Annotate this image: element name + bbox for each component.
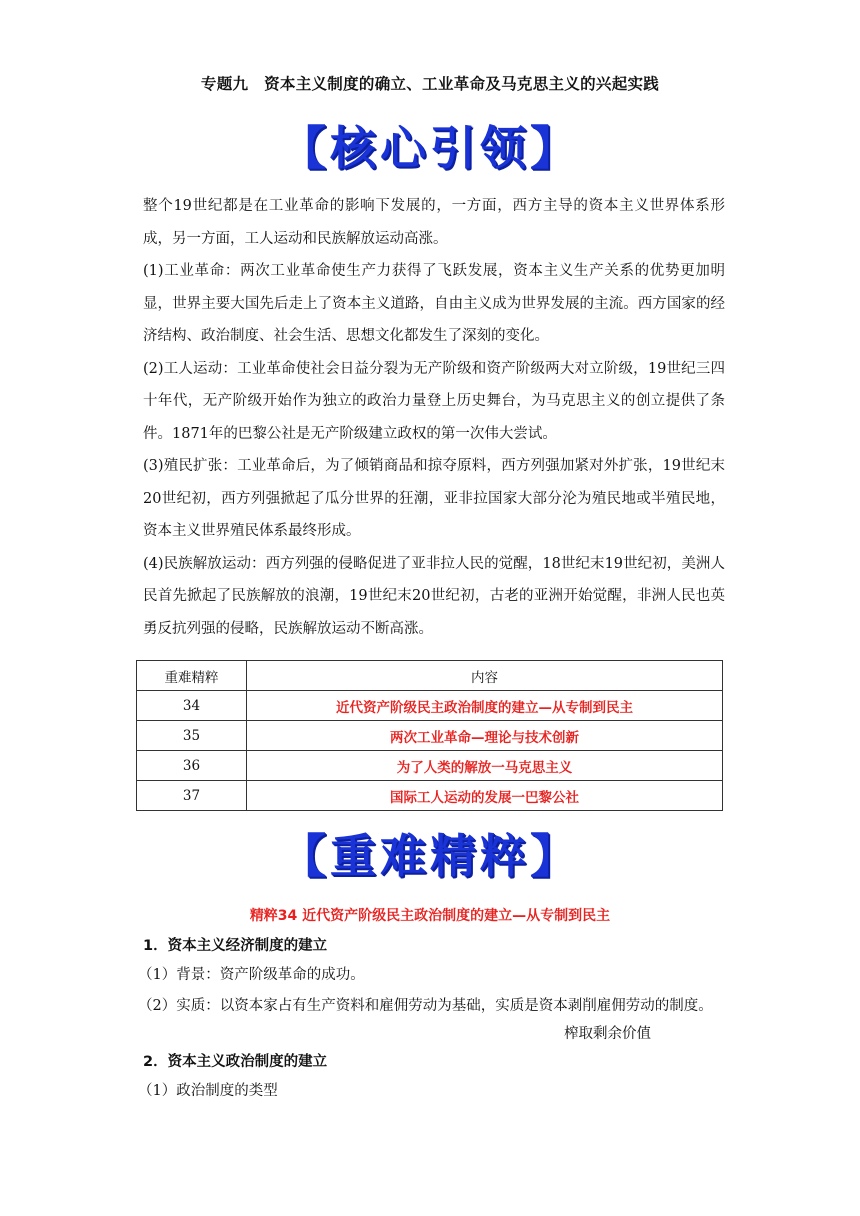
heading-economic-system: 1．资本主义经济制度的建立 [143,938,328,954]
intro-section [143,190,725,645]
item-essence: （2）实质：以资本家占有生产资料和雇佣劳动为基础，实质是资本剥削雇佣劳动的制度。 [138,998,713,1014]
item-background: （1）背景：资产阶级革命的成功。 [138,967,365,983]
table-header-no: 重难精粹 [137,661,247,691]
intro-paragraph: (3)殖民扩张：工业革命后，为了倾销商品和掠夺原料，西方列强加紧对外扩张，19世纪末20世纪初，西方列强掀起了瓜分世界的狂潮，亚非拉国家大部分沦为殖民地或半殖民地，资本主义世界殖民体系最终形成。 [143,458,725,539]
table-row [137,721,723,751]
table-cell-no: 35 [137,721,247,751]
topics-table [136,660,723,811]
table-cell-content: 近代资产阶级民主政治制度的建立—从专制到民主 [247,691,723,721]
table-row [137,691,723,721]
table-header-content: 内容 [247,661,723,691]
section-title: 精粹34 近代资产阶级民主政治制度的建立—从专制到民主 [249,908,611,924]
intro-paragraph: 整个19世纪都是在工业革命的影响下发展的，一方面，西方主导的资本主义世界体系形成，另一方面，工人运动和民族解放运动高涨。 [143,198,725,247]
key-points-banner: 【重难精粹】 [280,829,580,883]
table-cell-content: 国际工人运动的发展一巴黎公社 [247,781,723,811]
item-system-types: （1）政治制度的类型 [138,1083,278,1099]
page-title: 专题九 资本主义制度的确立、工业革命及马克思主义的兴起实践 [200,75,660,93]
intro-paragraph: (2)工人运动：工业革命使社会日益分裂为无产阶级和资产阶级两大对立阶级，19世纪三四十年代，无产阶级开始作为独立的政治力量登上历史舞台，为马克思主义的创立提供了条件。1871年的巴黎公社是无产阶级建立政权的第一次伟大尝试。 [143,360,725,442]
intro-paragraph: (4)民族解放运动：西方列强的侵略促进了亚非拉人民的觉醒，18世纪末19世纪初，美洲人民首先掀起了民族解放的浪潮，19世纪末20世纪初，古老的亚洲开始觉醒，非洲人民也英勇反抗列强的侵略，民族解放运动不断高涨。 [143,555,725,637]
table-cell-no: 37 [137,781,247,811]
table-header-row [137,661,723,691]
intro-paragraph: (1)工业革命：两次工业革命使生产力获得了飞跃发展，资本主义生产关系的优势更加明显，世界主要大国先后走上了资本主义道路，自由主义成为世界发展的主流。西方国家的经济结构、政治制度、社会生活、思想文化都发生了深刻的变化。 [143,263,725,344]
core-banner: 【核心引领】 [280,121,580,175]
table-cell-content: 两次工业革命—理论与技术创新 [247,721,723,751]
table-row [137,751,723,781]
heading-political-system: 2．资本主义政治制度的建立 [143,1054,328,1070]
table-cell-no: 36 [137,751,247,781]
table-cell-no: 34 [137,691,247,721]
table-row [137,781,723,811]
handwritten-note: 榨取剩余价值 [564,1026,651,1042]
table-cell-content: 为了人类的解放一马克思主义 [247,751,723,781]
